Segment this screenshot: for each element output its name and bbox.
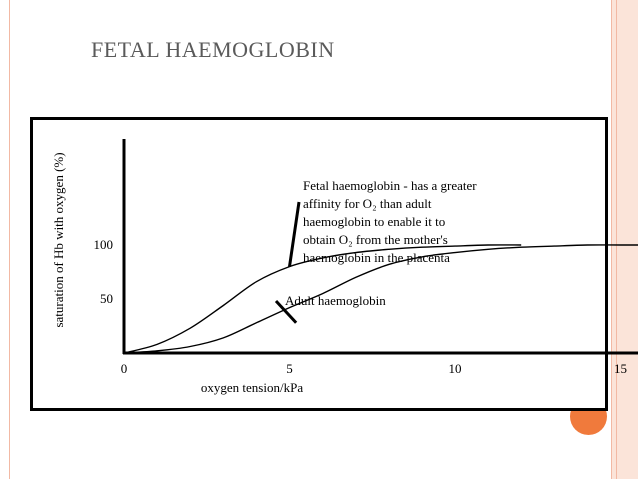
x-tick-label-0: 0 [120, 361, 128, 376]
fetal-annotation-line-1: Fetal haemoglobin - has a greater [303, 178, 477, 193]
slide-title: FETAL HAEMOGLOBIN [91, 37, 335, 62]
oxygen-dissociation-chart [33, 120, 627, 408]
fetal-annotation-line-3: haemoglobin to enable it to [303, 214, 446, 229]
x-tick-label-5: 5 [286, 361, 293, 376]
y-tick-label-50: 50 [100, 291, 113, 306]
fetal-annotation-line-2: affinity for O₂ than adult [303, 196, 432, 211]
fetal-annotation [290, 178, 478, 267]
adult-annotation [276, 293, 386, 323]
left-border-rule [9, 0, 10, 479]
y-axis-label: saturation of Hb with oxygen (%) [51, 152, 66, 328]
fetal-leader-line [290, 202, 300, 267]
right-border-rule-inner [616, 0, 617, 479]
fetal-annotation-line-5: haemoglobin in the placenta [303, 250, 450, 265]
x-axis-label: oxygen tension/kPa [200, 380, 304, 395]
x-tick-label-15: 15 [614, 361, 627, 376]
y-tick-label-100: 100 [93, 237, 113, 252]
figure-frame [30, 117, 627, 411]
right-border-rule [611, 0, 612, 479]
fetal-annotation-line-4: obtain O₂ from the mother's [303, 232, 448, 247]
x-tick-label-10: 10 [448, 361, 462, 376]
adult-annotation-label: Adult haemoglobin [285, 293, 386, 308]
